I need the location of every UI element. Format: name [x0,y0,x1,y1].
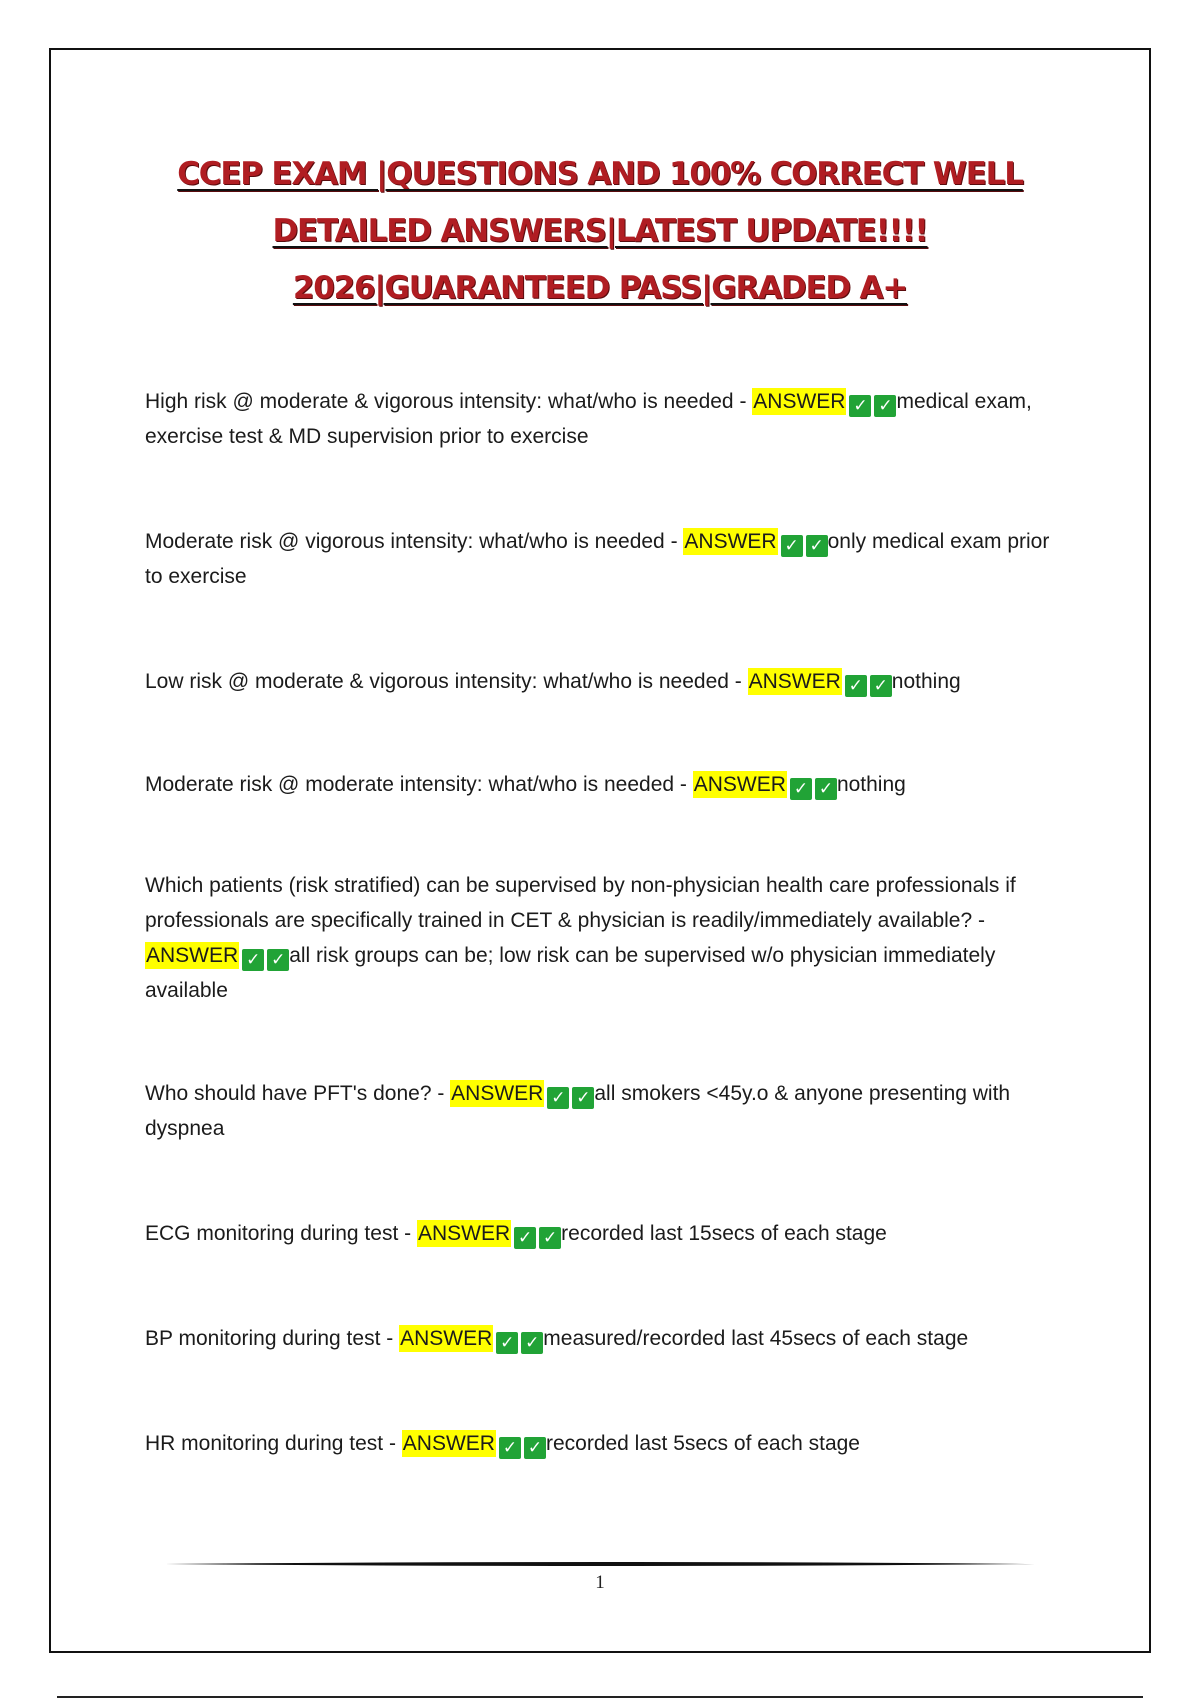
answer-label: ANSWER [693,773,786,796]
checkmark-icon: ✓ [499,1437,521,1459]
qa-item [145,664,1055,699]
question-text: ECG monitoring during test - [145,1222,417,1245]
question-text: Moderate risk @ moderate intensity: what/who is needed - [145,773,693,796]
title-line-1: CCEP EXAM |QUESTIONS AND 100% CORRECT WELL [177,156,1023,192]
answer-text: medical exam, exercise test & MD supervision prior to exercise [145,390,1032,448]
answer-label: ANSWER [748,670,841,693]
qa-list [145,384,1055,1461]
checkmark-icon: ✓ [242,949,264,971]
qa-item [145,1076,1055,1146]
checkmark-icon: ✓ [267,949,289,971]
qa-item [145,524,1055,594]
answer-text: recorded last 15secs of each stage [561,1222,887,1245]
page-number: 1 [595,1572,605,1593]
qa-item [145,1321,1055,1356]
qa-item [145,868,1055,1008]
checkmark-icon: ✓ [815,778,837,800]
answer-text: measured/recorded last 45secs of each stage [543,1327,969,1350]
question-text: BP monitoring during test - [145,1327,400,1350]
checkmark-icon: ✓ [547,1087,569,1109]
checkmark-icon: ✓ [874,395,896,417]
footer-divider [165,1561,1035,1567]
checkmark-icon: ✓ [524,1437,546,1459]
checkmark-icon: ✓ [845,675,867,697]
answer-text: all smokers <45y.o & anyone presenting with dyspnea [145,1082,1011,1140]
checkmark-icon: ✓ [806,535,828,557]
document-title [120,146,1080,317]
checkmark-icon: ✓ [781,535,803,557]
checkmark-icon: ✓ [572,1087,594,1109]
qa-item [145,1216,1055,1251]
checkmark-icon: ✓ [870,675,892,697]
answer-label: ANSWER [146,944,239,967]
checkmark-icon: ✓ [849,395,871,417]
qa-item [145,767,1055,802]
question-text: Moderate risk @ vigorous intensity: what/who is needed - [145,530,684,553]
checkmark-icon: ✓ [790,778,812,800]
qa-item [145,384,1055,454]
answer-label: ANSWER [402,1432,495,1455]
answer-label: ANSWER [753,390,846,413]
title-line-2: DETAILED ANSWERS|LATEST UPDATE!!!! [272,213,928,249]
answer-label: ANSWER [400,1327,493,1350]
qa-item [145,1426,1055,1461]
answer-text: nothing [891,670,961,693]
answer-text: recorded last 5secs of each stage [545,1432,860,1455]
question-text: Who should have PFT's done? - [145,1082,451,1105]
question-text: Low risk @ moderate & vigorous intensity: what/who is needed - [145,670,748,693]
answer-label: ANSWER [417,1222,511,1245]
checkmark-icon: ✓ [496,1332,518,1354]
answer-text: nothing [836,773,906,796]
checkmark-icon: ✓ [521,1332,543,1354]
question-text: High risk @ moderate & vigorous intensity: what/who is needed - [145,390,753,413]
question-text: Which patients (risk stratified) can be supervised by non-physician health care professionals if professionals are specifically trained in CET & physician is readily/immediately available? - [145,874,1016,932]
answer-text: all risk groups can be; low risk can be supervised w/o physician immediately available [145,944,996,1002]
answer-label: ANSWER [451,1082,544,1105]
checkmark-icon: ✓ [539,1227,561,1249]
question-text: HR monitoring during test - [145,1432,402,1455]
title-line-3: 2026|GUARANTEED PASS|GRADED A+ [292,270,908,306]
answer-label: ANSWER [684,530,777,553]
answer-text: only medical exam prior to exercise [145,530,1050,588]
checkmark-icon: ✓ [514,1227,536,1249]
bottom-rule [57,1696,1143,1698]
